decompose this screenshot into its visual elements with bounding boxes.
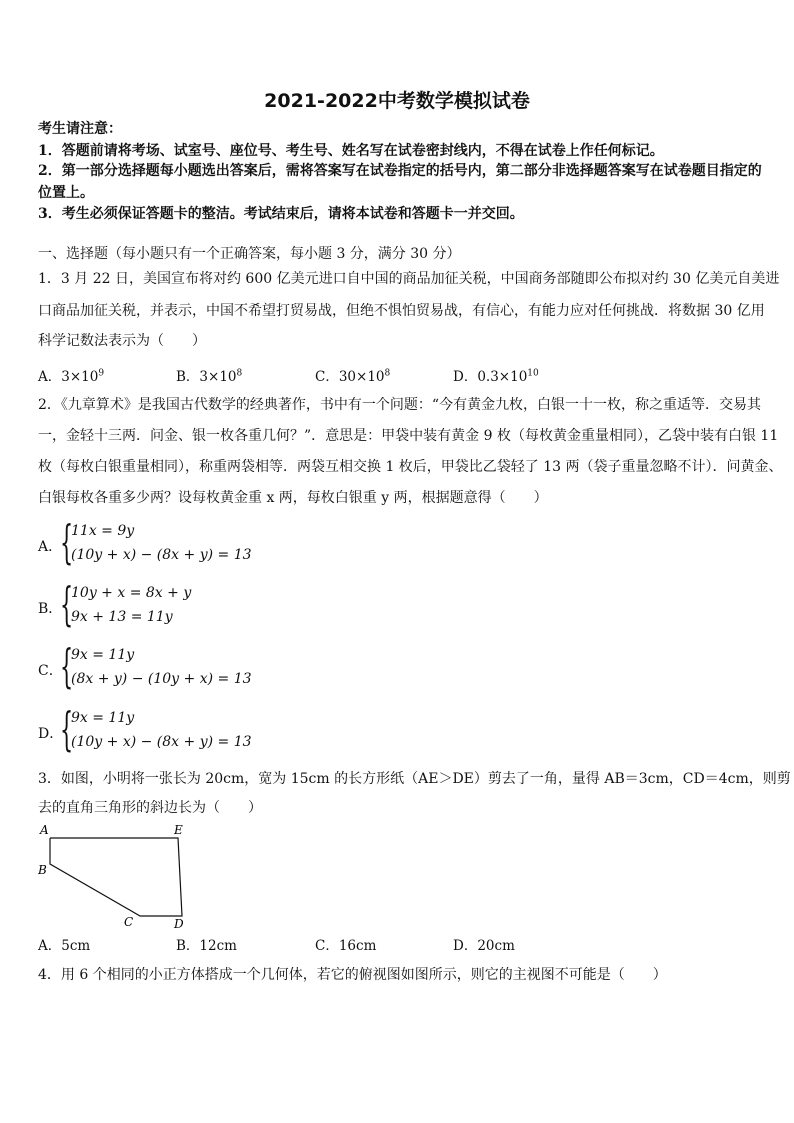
section-heading: 一、选择题（每小题只有一个正确答案，每小题 3 分，满分 30 分） (38, 246, 461, 262)
page-title: 2021-2022中考数学模拟试卷 (264, 90, 530, 112)
equation: 9x = 11y (71, 710, 135, 726)
q3-text: 去的直角三角形的斜边长为（ ） (38, 800, 262, 816)
equation: (10y + x) − (8x + y) = 13 (71, 547, 252, 563)
equation: 10y + x = 8x + y (71, 585, 192, 601)
brace-icon: { (60, 515, 74, 569)
brace-icon: { (60, 577, 74, 631)
q4-text: 4．用 6 个相同的小正方体搭成一个几何体，若它的俯视图如图所示，则它的主视图不可能是（ ） (38, 967, 667, 983)
q2-text: 枚（每枚白银重量相同），称重两袋相等．两袋互相交换 1 枚后，甲袋比乙袋轻了 13 两（袋子重量忽略不计）．问黄金、 (38, 459, 783, 475)
q1-option-d[interactable]: D．$0.3\times 10^{10}$ (453, 368, 539, 385)
q1-option-b[interactable]: B．$3\times 10^8$ (176, 368, 243, 385)
equation: 9x = 11y (71, 647, 135, 663)
equation: (8x + y) − (10y + x) = 13 (71, 671, 252, 687)
vertex-label: D (174, 917, 184, 931)
q3-option-a[interactable]: A．5cm (38, 938, 91, 954)
notice-item: 1．答题前请将考场、试室号、座位号、考生号、姓名写在试卷密封线内，不得在试卷上作任何标记。 (38, 143, 664, 159)
q3-text: 3．如图，小明将一张长为 20cm，宽为 15cm 的长方形纸（AE＞DE）剪去了一角，量得 AB＝3cm，CD＝4cm，则剪 (38, 771, 791, 787)
exam-page: 2021-2022中考数学模拟试卷 考生请注意： 1．答题前请将考场、试室号、座位号、考生号、姓名写在试卷密封线内，不得在试卷上作任何标记。 2．第一部分选择题每小题选出答案后，需将答案写在试卷指定的括号内，第二部分非选择题答案写在试卷题目指定的 位置上。 3．考生必须保证答题卡的整洁。考试结束后，请将本试卷和答题卡一并交回。 一、选择题（每小题只有一个正确答案，每小题 3 分，满分 30 分） 1．3 月 22 日，美国宣布将对约 600 亿美元进口自中国的商品加征关税，中国商务部随即公布拟对约 30 亿美元自美进 口商品加征关税，并表示，中国不希望打贸易战，但绝不惧怕贸易战，有信心，有能力应对任何挑战．将数据 30 亿用 科学记数法表示为（ ） A．$3\times 10^9$ B．$3\times 10^8$ C．$30\times 10^8$ D．$0.3\times 10^{10}$ 2．《九章算术》是我国古代数学的经典著作，书中有一个问题：“今有黄金九枚，白银一十一枚，称之重适等．交易其 一，金轻十三两．问金、银一枚各重几何？”．意思是：甲袋中装有黄金 9 枚（每枚黄金重量相同），乙袋中装有白银 11 枚（每枚白银重量相同），称重两袋相等．两袋互相交换 1 枚后，甲袋比乙袋轻了 13 两（袋子重量忽略不计）．问黄金、 白银每枚各重多少两？设每枚黄金重 x 两，每枚白银重 y 两，根据题意得（ ） A． { 11x = 9y (10y + x) − (8x + y) = 13 B． { 10y + x = 8x + y 9x + 13 = 11y C． { 9x = 11y (8x + y) − (10y + x) = 13 D． { 9x = 11y (10y + x) − (8x + y) = 13 3．如图，小明将一张长为 20cm，宽为 15cm 的长方形纸（AE＞DE）剪去了一角，量得 AB＝3cm，CD＝4cm，则剪 去的直角三角形的斜边长为（ ） A E B C D A．5cm B．12cm C．16cm D．20cm 4．用 6 个相同的小正方体搭成一个几何体，若它的俯视图如图所示，则它的主视图不可能是（ ） (0, 0, 794, 1123)
q3-figure (36, 822, 196, 932)
q1-option-c[interactable]: C．$30\times 10^8$ (315, 368, 391, 385)
notice-item: 3．考生必须保证答题卡的整洁。考试结束后，请将本试卷和答题卡一并交回。 (38, 206, 524, 222)
equation: (10y + x) − (8x + y) = 13 (71, 734, 252, 750)
q2-text: 白银每枚各重多少两？设每枚黄金重 x 两，每枚白银重 y 两，根据题意得（ ） (38, 490, 548, 506)
vertex-label: A (40, 823, 49, 837)
brace-icon: { (60, 702, 74, 756)
q3-option-c[interactable]: C．16cm (315, 938, 377, 954)
notice-heading: 考生请注意： (38, 121, 122, 137)
vertex-label: E (174, 823, 183, 837)
q1-option-a[interactable]: A．$3\times 10^9$ (38, 368, 105, 385)
equation: 9x + 13 = 11y (71, 609, 173, 625)
q1-text: 1．3 月 22 日，美国宣布将对约 600 亿美元进口自中国的商品加征关税，中国商务部随即公布拟对约 30 亿美元自美进 (38, 271, 780, 287)
vertex-label: C (124, 915, 134, 929)
q2-text: 2．《九章算术》是我国古代数学的经典著作，书中有一个问题：“今有黄金九枚，白银一十一枚，称之重适等．交易其 (38, 397, 762, 413)
q1-text: 口商品加征关税，并表示，中国不希望打贸易战，但绝不惧怕贸易战，有信心，有能力应对任何挑战．将数据 30 亿用 (38, 303, 765, 319)
q2-text: 一，金轻十三两．问金、银一枚各重几何？”．意思是：甲袋中装有黄金 9 枚（每枚黄金重量相同），乙袋中装有白银 11 (38, 428, 779, 444)
q3-options (38, 934, 758, 954)
q1-text: 科学记数法表示为（ ） (38, 333, 206, 349)
equation: 11x = 9y (71, 523, 135, 539)
q3-option-b[interactable]: B．12cm (176, 938, 237, 954)
q1-options (38, 365, 758, 385)
notice-item: 位置上。 (38, 185, 94, 201)
cut-rectangle-shape (50, 838, 182, 916)
notice-item: 2．第一部分选择题每小题选出答案后，需将答案写在试卷指定的括号内，第二部分非选择题答案写在试卷题目指定的 (38, 163, 762, 179)
vertex-label: B (38, 863, 47, 877)
q3-option-d[interactable]: D．20cm (453, 938, 515, 954)
brace-icon: { (60, 639, 74, 693)
